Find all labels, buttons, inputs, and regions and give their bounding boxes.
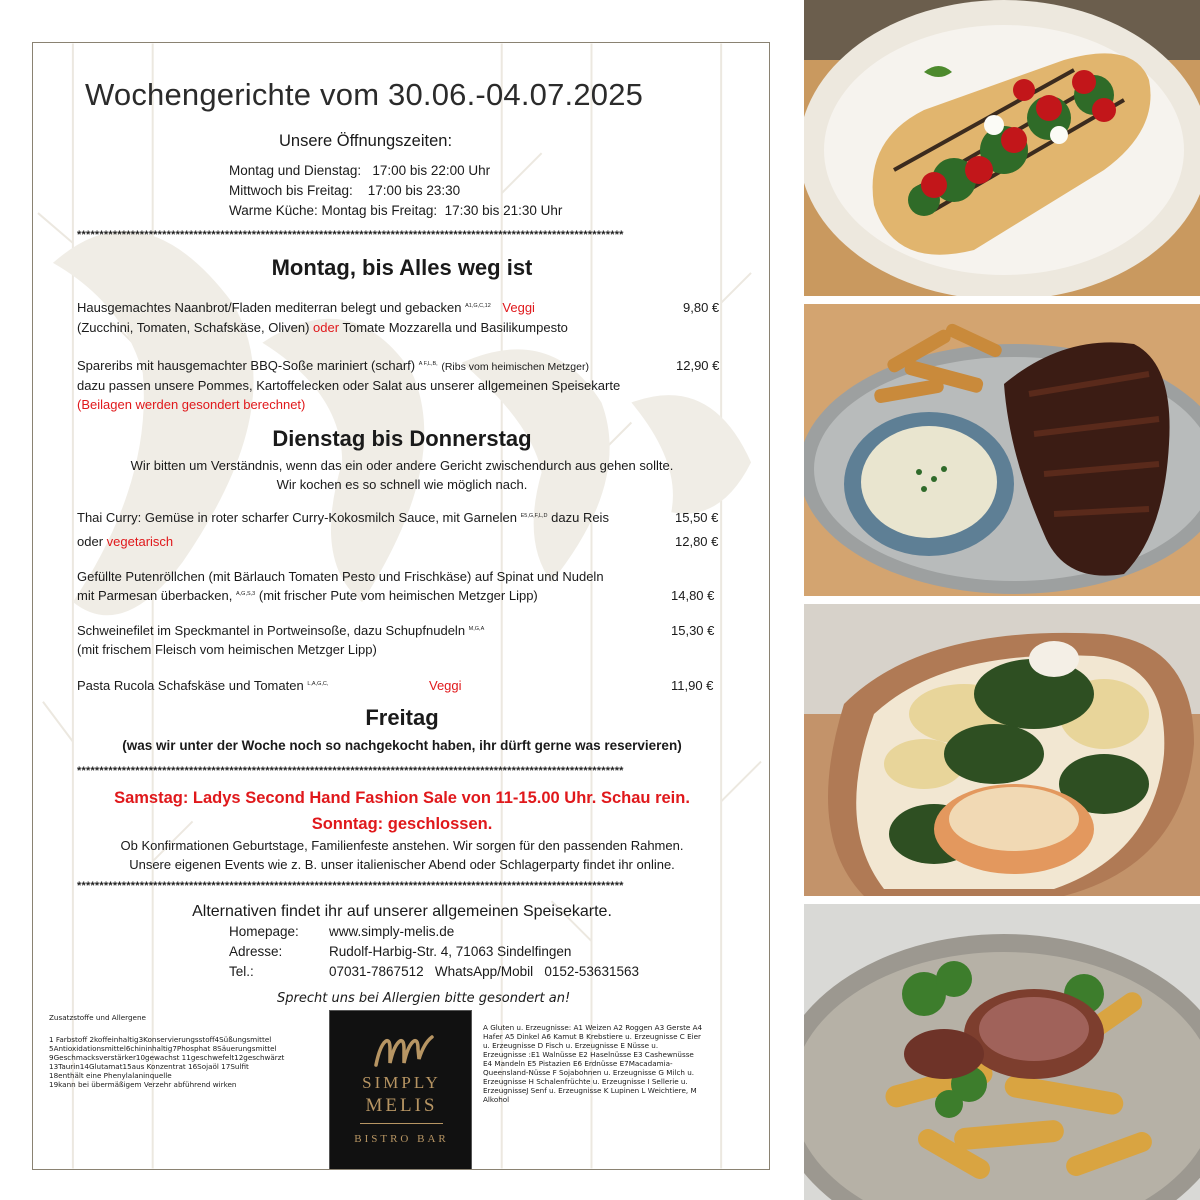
saturday-notice: Samstag: Ladys Second Hand Fashion Sale von 11-15.00 Uhr. Schau rein. — [114, 789, 690, 807]
allergy-note: Sprecht uns bei Allergien bitte gesondert an! — [277, 991, 571, 1006]
address: Rudolf-Harbig-Str. 4, 71063 Sindelfingen — [329, 944, 572, 959]
allergen-codes: M,G,A — [468, 626, 485, 632]
allergen-codes: E5,G,F,L,D — [520, 513, 548, 519]
veggi-tag: Veggi — [502, 300, 535, 315]
events-text: Unsere eigenen Events wie z. B. unser italienischer Abend oder Schlagerparty findet ihr online. — [129, 857, 675, 872]
item-name: Thai Curry: Gemüse in roter scharfer Curry-Kokosmilch Sauce, mit Garnelen — [77, 510, 517, 525]
logo-m-icon — [370, 1031, 434, 1071]
additives-line: 18enthält eine Phenylalaninquelle — [49, 1071, 172, 1080]
item-name: mit Parmesan überbacken, — [77, 588, 233, 603]
additives-title: Zusatzstoffe und Allergene — [49, 1013, 146, 1022]
photo-flatbread — [804, 0, 1200, 296]
logo-text: MELIS — [365, 1095, 438, 1116]
hours-line: Mittwoch bis Freitag: 17:00 bis 23:30 — [229, 183, 461, 198]
tue-thu-note: Wir bitten um Verständnis, wenn das ein oder andere Gericht zwischendurch aus gehen sollte. — [130, 458, 674, 473]
hours-line: Warme Küche: Montag bis Freitag: 17:30 bis 21:30 Uhr — [229, 203, 563, 218]
friday-heading: Freitag — [365, 705, 439, 730]
menu-card — [32, 42, 770, 1170]
divider: ************************************************************************************************************************** — [77, 229, 624, 241]
tel-label: Tel.: — [229, 964, 254, 979]
photo-turkey-rolls — [804, 604, 1200, 896]
vegetarian-tag: vegetarisch — [106, 534, 174, 549]
monday-heading: Montag, bis Alles weg ist — [271, 255, 533, 280]
logo-text: SIMPLY — [362, 1073, 441, 1092]
allergen-codes: A,G,S,3 — [235, 591, 256, 597]
additives-line: 9Geschmacksverstärker10gewachst 11geschwefelt12geschwärzt — [49, 1053, 285, 1062]
logo-divider — [360, 1123, 443, 1124]
allergens-line: Erzeugnisse H Schalenfrüchte u. Erzeugnisse I Sellerie u. — [483, 1077, 688, 1086]
divider: ************************************************************************************************************************** — [77, 880, 624, 892]
phone-numbers: 07031-7867512 WhatsApp/Mobil 0152-53631563 — [329, 964, 639, 979]
friday-note: (was wir unter der Woche noch so nachgekocht haben, ihr dürft gerne was reservieren) — [122, 738, 682, 753]
divider: ************************************************************************************************************************** — [77, 765, 624, 777]
sunday-notice: Sonntag: geschlossen. — [311, 815, 493, 833]
alternatives-text: Alternativen findet ihr auf unserer allgemeinen Speisekarte. — [192, 903, 612, 920]
tue-thu-heading: Dienstag bis Donnerstag — [272, 426, 532, 451]
item-origin: (Ribs vom heimischen Metzger) — [441, 361, 589, 373]
menu-item-schweinefilet — [77, 623, 484, 638]
tue-thu-note: Wir kochen es so schnell wie möglich nach. — [276, 477, 528, 492]
menu-item-spareribs — [77, 358, 589, 373]
allergen-codes: A1,G,C,12 — [465, 303, 491, 309]
allergen-codes: L,A,G,C, — [307, 681, 329, 687]
events-text: Ob Konfirmationen Geburtstage, Familienfeste anstehen. Wir sorgen für den passenden Rahmen. — [120, 838, 684, 853]
allergens-line: Queensland-Nüsse F Sojabohnen u. Erzeugnisse G Milch u. — [483, 1068, 695, 1077]
allergens-line: Alkohol — [483, 1095, 510, 1104]
menu-item-pasta-rucola — [77, 678, 328, 693]
allergens-line: Hafer A5 Dinkel A6 Kamut B Krebstiere u. Erzeugnisse C Eier — [483, 1032, 701, 1041]
allergens-line: A Gluten u. Erzeugnisse: A1 Weizen A2 Roggen A3 Gerste A4 — [483, 1023, 703, 1032]
allergens-line: E4 Mandeln E5 Pistazien E6 Erdnüsse E7Macadamia- — [483, 1059, 673, 1068]
item-origin: (mit frischem Fleisch vom heimischen Metzger Lipp) — [77, 642, 377, 657]
or-word: oder — [313, 320, 340, 335]
price: 12,80 € — [675, 534, 719, 549]
menu-item-thai-curry — [77, 510, 609, 525]
price: 14,80 € — [671, 588, 715, 603]
price: 15,30 € — [671, 623, 715, 638]
item-description — [77, 588, 538, 603]
allergen-codes: A F,L,B, — [418, 361, 438, 367]
logo-text: BISTRO BAR — [354, 1133, 449, 1145]
additives-line: 5Antioxidationsmittel6chininhaltig7Phosphat 8Säuerungsmittel — [49, 1044, 277, 1053]
item-name: Schweinefilet im Speckmantel in Portweinsoße, dazu Schupfnudeln — [77, 623, 466, 638]
item-origin: (mit frischer Pute vom heimischen Metzger Lipp) — [258, 588, 538, 603]
or-word: oder — [77, 534, 104, 549]
price: 11,90 € — [671, 678, 714, 693]
additives-line: 13Taurin14Glutamat15aus Konzentrat 16Sojaöl 17Sulfit — [49, 1062, 249, 1071]
item-name: Pasta Rucola Schafskäse und Tomaten — [77, 678, 304, 693]
item-description — [77, 320, 568, 335]
allergens-line: Erzeugnisse :E1 Walnüsse E2 Haselnüsse E3 Cashewnüsse — [483, 1050, 694, 1059]
additives-line: 19kann bei übermäßigem Verzehr abführend wirken — [49, 1080, 237, 1089]
hours-line: Montag und Dienstag: 17:00 bis 22:00 Uhr — [229, 163, 491, 178]
item-variant: Tomate Mozzarella und Basilikumpesto — [342, 320, 568, 335]
item-variant: (Zucchini, Tomaten, Schafskäse, Oliven) — [77, 320, 310, 335]
homepage-label: Homepage: — [229, 924, 299, 939]
sides-note: (Beilagen werden gesondert berechnet) — [77, 397, 306, 412]
menu-item-putenroellchen: Gefüllte Putenröllchen (mit Bärlauch Tomaten Pesto und Frischkäse) auf Spinat und Nudeln — [77, 569, 604, 584]
allergens-line: ErzeugnisseJ Senf u. Erzeugnisse K Lupinen L Weichtiere, M — [483, 1086, 697, 1095]
item-description: dazu passen unsere Pommes, Kartoffelecken oder Salat aus unserer allgemeinen Speisekarte — [77, 378, 621, 393]
photo-spareribs — [804, 304, 1200, 596]
additives-line: 1 Farbstoff 2koffeinhaltig3Konservierungsstoff4Süßungsmittel — [49, 1035, 272, 1044]
price: 12,90 € — [676, 358, 720, 373]
price: 9,80 € — [683, 300, 720, 315]
item-name: Spareribs mit hausgemachter BBQ-Soße mariniert (scharf) — [77, 358, 416, 373]
item-variant — [77, 534, 173, 549]
photo-pork-filet — [804, 904, 1200, 1200]
price: 15,50 € — [675, 510, 719, 525]
menu-title: Wochengerichte vom 30.06.-04.07.2025 — [85, 77, 644, 112]
menu-item-naanbrot — [77, 300, 535, 315]
allergens-line: u. Erzeugnisse D Fisch u. Erzeugnisse E Nüsse u. — [483, 1041, 659, 1050]
address-label: Adresse: — [229, 944, 283, 959]
homepage-link[interactable]: www.simply-melis.de — [329, 924, 455, 939]
hours-title: Unsere Öffnungszeiten: — [279, 132, 453, 150]
simply-melis-logo — [329, 1010, 472, 1170]
item-side: dazu Reis — [551, 510, 609, 525]
veggi-tag: Veggi — [429, 678, 462, 693]
item-name: Hausgemachtes Naanbrot/Fladen mediterran belegt und gebacken — [77, 300, 462, 315]
